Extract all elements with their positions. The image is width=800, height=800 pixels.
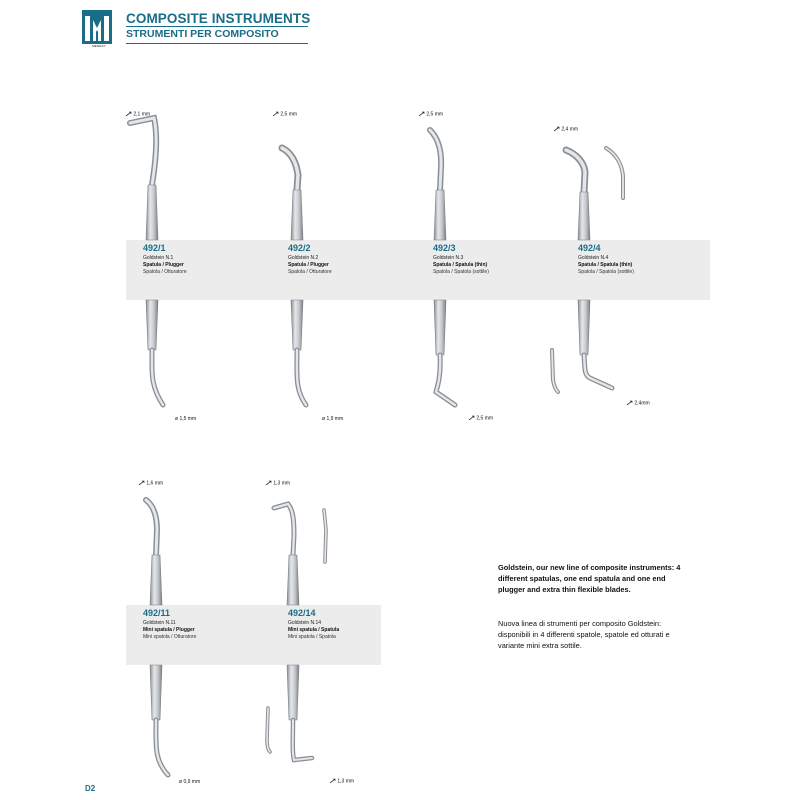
size-label-492-3-top: 2,5 mm bbox=[418, 111, 443, 117]
dimension-arrow-icon bbox=[125, 111, 132, 117]
dimension-arrow-icon bbox=[329, 778, 336, 784]
product-name-en: Spatula / Spatula (thin) bbox=[433, 261, 488, 268]
size-label-492-3-bottom: 2,5 mm bbox=[468, 415, 493, 421]
product-model: Goldstein N.4 bbox=[578, 254, 609, 261]
size-label-492-2-bottom: ø 1,9 mm bbox=[322, 416, 344, 422]
size-label-492-11-bottom: ø 0,9 mm bbox=[179, 779, 201, 785]
product-name-en: Mini spatula / Spatula bbox=[288, 626, 340, 633]
product-code: 492/11 bbox=[143, 608, 171, 618]
dimension-arrow-icon bbox=[265, 480, 272, 486]
product-name-it: Mini spatola / Otturatore bbox=[143, 634, 197, 641]
product-code: 492/2 bbox=[288, 243, 311, 253]
product-name-it: Spatola / Spatola (sottile) bbox=[578, 269, 634, 276]
product-name-it: Spatola / Otturatore bbox=[143, 269, 187, 276]
size-label-492-4-bottom: 2,4mm bbox=[626, 400, 650, 406]
product-label-492-14 bbox=[288, 608, 339, 641]
product-code: 492/14 bbox=[288, 608, 316, 618]
page-title: COMPOSITE INSTRUMENTS bbox=[126, 11, 311, 26]
size-label-492-1-top: 2,1 mm bbox=[125, 111, 150, 117]
product-name-en: Mini spatula / Plugger bbox=[143, 626, 195, 633]
dimension-arrow-icon bbox=[468, 415, 475, 421]
size-label-492-14-bottom: 1,3 mm bbox=[329, 778, 354, 784]
product-name-it: Spatola / Spatola (sottile) bbox=[433, 269, 489, 276]
product-name-it: Mini spatola / Spatola bbox=[288, 634, 336, 641]
dimension-arrow-icon bbox=[418, 111, 425, 117]
product-model: Goldstein N.2 bbox=[288, 254, 319, 261]
size-label-492-1-bottom: ø 1,5 mm bbox=[175, 416, 197, 422]
size-label-492-4-top: 2,4 mm bbox=[553, 126, 578, 132]
logo-wordmark: MEDESY bbox=[92, 44, 106, 48]
product-code: 492/3 bbox=[433, 243, 456, 253]
product-label-492-4 bbox=[578, 243, 634, 276]
product-label-492-11 bbox=[143, 608, 196, 641]
product-name-en: Spatula / Plugger bbox=[143, 261, 184, 268]
product-label-492-3 bbox=[433, 243, 489, 276]
dimension-arrow-icon bbox=[553, 126, 560, 132]
page-subtitle: STRUMENTI PER COMPOSITO bbox=[126, 28, 279, 40]
product-model: Goldstein N.1 bbox=[143, 254, 174, 261]
product-name-en: Spatula / Spatula (thin) bbox=[578, 261, 633, 268]
product-label-492-2 bbox=[288, 243, 332, 276]
instrument-492-2 bbox=[282, 148, 306, 405]
product-model: Goldstein N.14 bbox=[288, 619, 322, 626]
product-model: Goldstein N.11 bbox=[143, 619, 176, 626]
dimension-arrow-icon bbox=[138, 480, 145, 486]
dimension-arrow-icon bbox=[272, 111, 279, 117]
product-code: 492/1 bbox=[143, 243, 166, 253]
product-name-it: Spatola / Otturatore bbox=[288, 269, 332, 276]
page-number: D2 bbox=[85, 784, 96, 793]
size-label-492-2-top: 2,5 mm bbox=[272, 111, 297, 117]
size-label-492-11-top: 1,6 mm bbox=[138, 480, 163, 486]
product-code: 492/4 bbox=[578, 243, 601, 253]
product-label-492-1 bbox=[143, 243, 187, 276]
description-italian: Nuova linea di strumenti per composito Goldstein: disponibili in 4 differenti spatole, spatole ed otturati e variante mini extra sottile. bbox=[498, 619, 670, 650]
size-label-492-14-top: 1,3 mm bbox=[265, 480, 290, 486]
product-name-en: Spatula / Plugger bbox=[288, 261, 329, 268]
dimension-arrow-icon bbox=[626, 400, 633, 406]
product-model: Goldstein N.3 bbox=[433, 254, 464, 261]
description-english: Goldstein, our new line of composite instruments: 4 different spatulas, one end spatula and one end plugger and extra thin flexible blades. bbox=[498, 563, 681, 594]
